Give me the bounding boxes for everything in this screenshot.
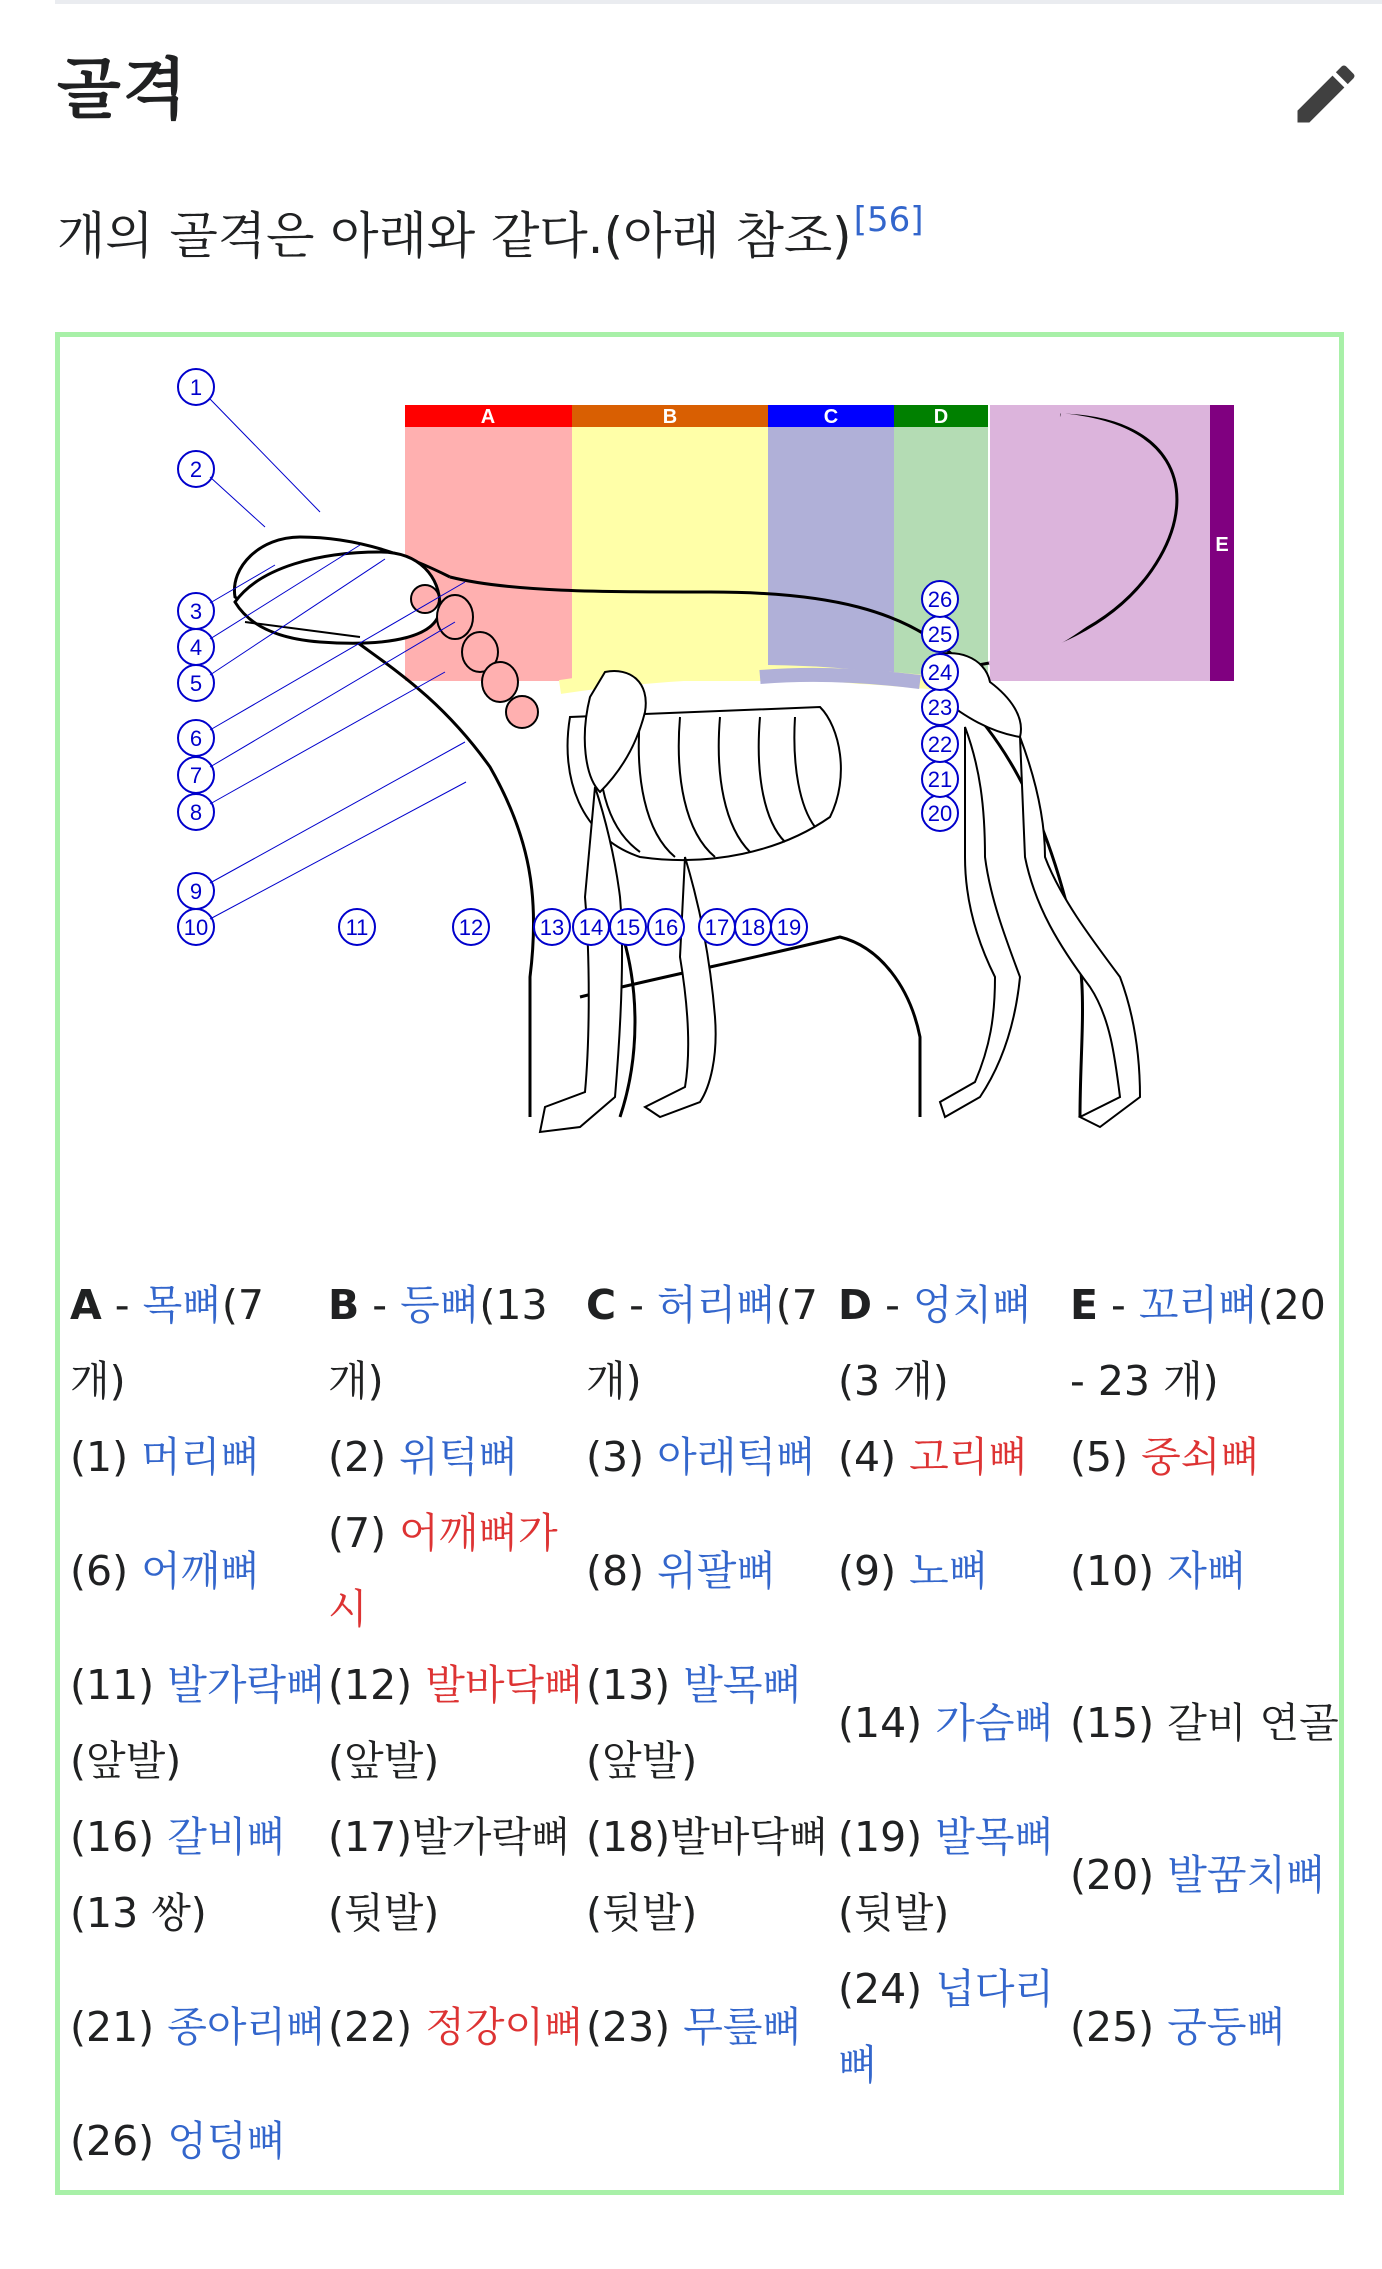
legend-row [70, 1495, 1342, 1647]
legend-row [70, 2103, 1342, 2179]
legend-link[interactable]: 넙다리뼈 [838, 1965, 1055, 2089]
marker-5: 5 [189, 671, 203, 696]
legend-link[interactable]: 아래턱뼈 [657, 1433, 816, 1481]
legend-link[interactable]: 발목뼈 [935, 1813, 1055, 1861]
legend-cell: (18)발바닥뼈(뒷발) [586, 1813, 829, 1937]
legend-link[interactable]: 무릎뼈 [683, 2003, 803, 2051]
legend-link[interactable]: 가슴뼈 [935, 1699, 1055, 1747]
marker-15: 15 [615, 915, 641, 940]
legend-cell: (26) 엉덩뼈 [70, 2117, 287, 2165]
legend-link[interactable]: 꼬리뼈 [1138, 1281, 1258, 1329]
edit-pencil-icon[interactable] [1288, 56, 1364, 132]
legend-cell: (10) 자뼈 [1070, 1547, 1247, 1595]
marker-25: 25 [927, 622, 953, 647]
marker-14: 14 [578, 915, 604, 940]
marker-2: 2 [189, 457, 203, 482]
legend-link[interactable]: 중쇠뼈 [1141, 1433, 1260, 1481]
legend-cell: E - 꼬리뼈(20 - 23 개) [1070, 1281, 1326, 1405]
legend-link[interactable]: 위팔뼈 [657, 1547, 776, 1595]
legend-cell: (13) 발목뼈(앞발) [586, 1661, 803, 1785]
marker-11: 11 [345, 915, 369, 940]
marker-23: 23 [927, 695, 953, 720]
marker-3: 3 [189, 599, 203, 624]
legend-cell: (6) 어깨뼈 [70, 1547, 260, 1595]
marker-16: 16 [653, 915, 679, 940]
legend-link[interactable]: 어깨뼈 [141, 1547, 260, 1595]
legend-link[interactable]: 발목뼈 [683, 1661, 803, 1709]
marker-1: 1 [189, 375, 203, 400]
marker-4: 4 [189, 635, 203, 660]
legend-row [70, 1799, 1342, 1951]
legend-link[interactable]: 발가락뼈 [167, 1661, 326, 1709]
marker-22: 22 [927, 732, 953, 757]
legend-link[interactable]: 어깨뼈가시 [328, 1509, 558, 1633]
vertebra-bands [405, 405, 1234, 681]
legend-link[interactable]: 등뼈 [400, 1281, 480, 1329]
legend-row [70, 1647, 1342, 1799]
section-heading: 골격 [57, 51, 189, 128]
skeleton-figure [55, 332, 1344, 2195]
marker-18: 18 [740, 915, 766, 940]
marker-21: 21 [927, 767, 953, 792]
legend-link[interactable]: 엉치뼈 [912, 1281, 1032, 1329]
legend-cell: (16) 갈비뼈(13 쌍) [70, 1813, 287, 1937]
legend-row [70, 1951, 1342, 2103]
marker-8: 8 [189, 800, 203, 825]
intro-paragraph [57, 196, 923, 268]
legend-link[interactable]: 자뼈 [1167, 1547, 1247, 1595]
reference-link[interactable]: [56] [853, 200, 924, 240]
marker-7: 7 [189, 763, 203, 788]
legend-cell: (23) 무릎뼈 [586, 2003, 803, 2051]
legend-link[interactable]: 종아리뼈 [167, 2003, 326, 2051]
legend-link[interactable]: 허리뼈 [656, 1281, 776, 1329]
legend-cell: (9) 노뼈 [838, 1547, 989, 1595]
legend-link[interactable]: 목뼈 [142, 1281, 222, 1329]
band-label-b: B [662, 406, 678, 428]
legend-cell: (12) 발바닥뼈(앞발) [328, 1661, 584, 1785]
band-label-a: A [480, 406, 496, 428]
legend-cell: A - 목뼈(7 개) [70, 1281, 264, 1405]
marker-19: 19 [776, 915, 802, 940]
legend-cell: (22) 정강이뼈 [328, 2003, 584, 2051]
legend-cell: (19) 발목뼈(뒷발) [838, 1813, 1055, 1937]
band-label-d: D [933, 406, 949, 428]
legend-row [70, 1419, 1342, 1495]
legend-cell: (20) 발꿈치뼈 [1070, 1851, 1326, 1899]
legend-link[interactable]: 궁둥뼈 [1167, 2003, 1287, 2051]
skull [235, 552, 440, 643]
legend-link[interactable]: 발바닥뼈 [425, 1661, 584, 1709]
marker-10: 10 [183, 915, 209, 940]
legend-cell: (24) 넙다리뼈 [838, 1965, 1055, 2089]
legend-cell: (2) 위턱뼈 [328, 1433, 518, 1481]
legend-cell: (1) 머리뼈 [70, 1433, 260, 1481]
legend-cell: D - 엉치뼈(3 개) [838, 1281, 1032, 1405]
legend-link[interactable]: 발꿈치뼈 [1167, 1851, 1326, 1899]
legend-cell: (7) 어깨뼈가시 [328, 1509, 558, 1633]
marker-24: 24 [927, 660, 953, 685]
marker-17: 17 [704, 915, 730, 940]
marker-12: 12 [458, 915, 484, 940]
legend-cell: C - 허리뼈(7 개) [586, 1281, 818, 1405]
legend-cell: (17)발가락뼈(뒷발) [328, 1813, 571, 1937]
legend-cell: (25) 궁둥뼈 [1070, 2003, 1287, 2051]
legend-link[interactable]: 위턱뼈 [399, 1433, 518, 1481]
legend-cell: (5) 중쇠뼈 [1070, 1433, 1260, 1481]
marker-20: 20 [927, 801, 953, 826]
band-label-c: C [823, 406, 839, 428]
legend-cell: (14) 가슴뼈 [838, 1699, 1055, 1747]
legend-link[interactable]: 엉덩뼈 [167, 2117, 287, 2165]
marker-9: 9 [189, 879, 203, 904]
band-label-e: E [1215, 534, 1229, 556]
dog-skeleton-diagram [60, 337, 1340, 1237]
legend-link[interactable]: 머리뼈 [141, 1433, 260, 1481]
legend-cell: B - 등뼈(13 개) [328, 1281, 548, 1405]
legend-link[interactable]: 정강이뼈 [425, 2003, 584, 2051]
marker-13: 13 [539, 915, 565, 940]
legend-cell: (15) 갈비 연골 [1070, 1699, 1339, 1747]
legend-row [70, 1267, 1342, 1419]
legend-cell: (3) 아래턱뼈 [586, 1433, 816, 1481]
marker-6: 6 [189, 726, 203, 751]
legend-cell: (11) 발가락뼈(앞발) [70, 1661, 326, 1785]
legend-link[interactable]: 고리뼈 [909, 1433, 1028, 1481]
top-divider [55, 0, 1382, 4]
legend-table [70, 1267, 1342, 2179]
legend-link[interactable]: 갈비뼈 [167, 1813, 287, 1861]
hind-leg-bones [940, 727, 1140, 1127]
legend-cell: (21) 종아리뼈 [70, 2003, 326, 2051]
marker-26: 26 [927, 587, 953, 612]
legend-link[interactable]: 노뼈 [909, 1547, 989, 1595]
legend-cell: (4) 고리뼈 [838, 1433, 1028, 1481]
intro-text: 개의 골격은 아래와 같다.(아래 참조) [57, 207, 852, 265]
legend-cell: (8) 위팔뼈 [586, 1547, 776, 1595]
